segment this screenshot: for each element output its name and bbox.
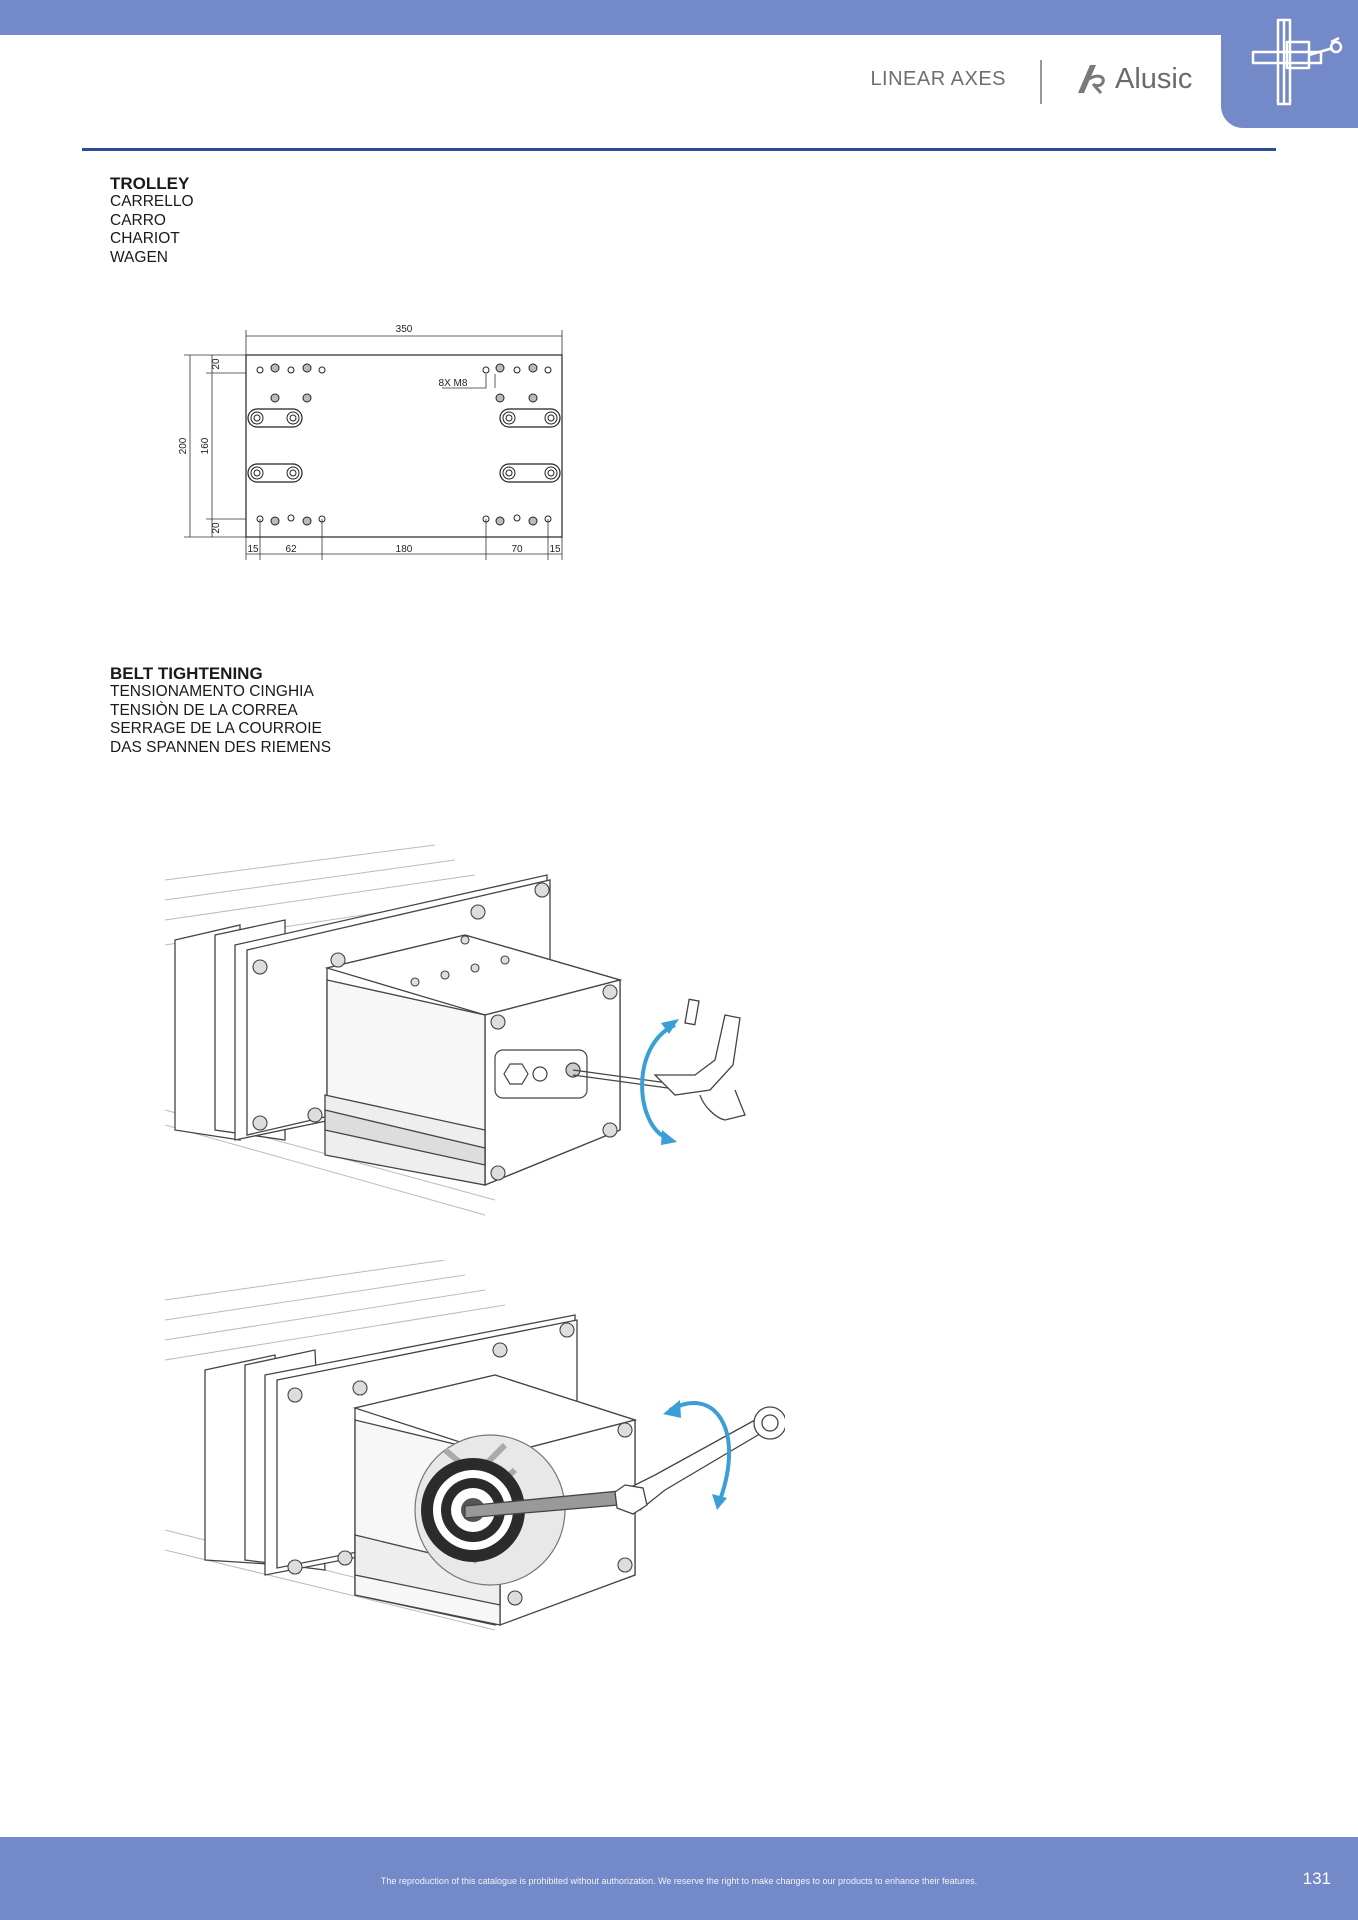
dim-bottom: 70: [511, 544, 523, 555]
dim-margin-bottom: 20: [211, 522, 222, 534]
belt-tightening-illustration-1: [155, 840, 755, 1220]
belt-title: BELT TIGHTENING: [110, 664, 263, 683]
belt-tightening-illustration-2: [155, 1260, 785, 1640]
brand-logo: [1075, 62, 1192, 96]
dim-margin-top: 20: [211, 358, 222, 370]
belt-translation: TENSIÒN DE LA CORREA: [110, 701, 298, 719]
header-section-title: LINEAR AXES: [870, 68, 1006, 90]
trolley-technical-drawing: [170, 312, 590, 568]
top-bar: [0, 0, 1358, 35]
linear-axis-icon: [1221, 0, 1358, 128]
dim-inner-height: 160: [200, 437, 211, 455]
dim-bottom: 15: [549, 544, 561, 555]
belt-translation: TENSIONAMENTO CINGHIA: [110, 683, 314, 700]
belt-translation: SERRAGE DE LA COURROIE: [110, 720, 322, 737]
footer-disclaimer: The reproduction of this catalogue is prohibited without authorization. We reserve the right to make changes to our products to enhance their features.: [380, 1876, 978, 1886]
trolley-translation: CARRO: [110, 211, 166, 229]
trolley-translation: WAGEN: [110, 248, 168, 266]
trolley-translation: CHARIOT: [110, 230, 180, 247]
trolley-translation: CARRELLO: [110, 193, 194, 210]
logo-text: Alusic: [1115, 62, 1193, 95]
trolley-heading: [110, 174, 194, 267]
dim-bottom: 15: [247, 544, 259, 555]
trolley-title: TROLLEY: [110, 174, 190, 193]
page-number: 131: [1302, 1869, 1331, 1888]
corner-tab: [1221, 0, 1358, 128]
belt-translation: DAS SPANNEN DES RIEMENS: [110, 738, 332, 756]
header-separator: [1040, 60, 1042, 104]
belt-heading: [110, 664, 331, 757]
alusic-logo-icon: [1075, 62, 1109, 96]
dim-width: 350: [395, 324, 413, 335]
dim-holes: 8X M8: [438, 378, 468, 389]
dim-height: 200: [178, 437, 189, 455]
dim-bottom: 180: [395, 544, 413, 555]
header-rule: [82, 148, 1276, 151]
dim-bottom: 62: [285, 544, 297, 555]
